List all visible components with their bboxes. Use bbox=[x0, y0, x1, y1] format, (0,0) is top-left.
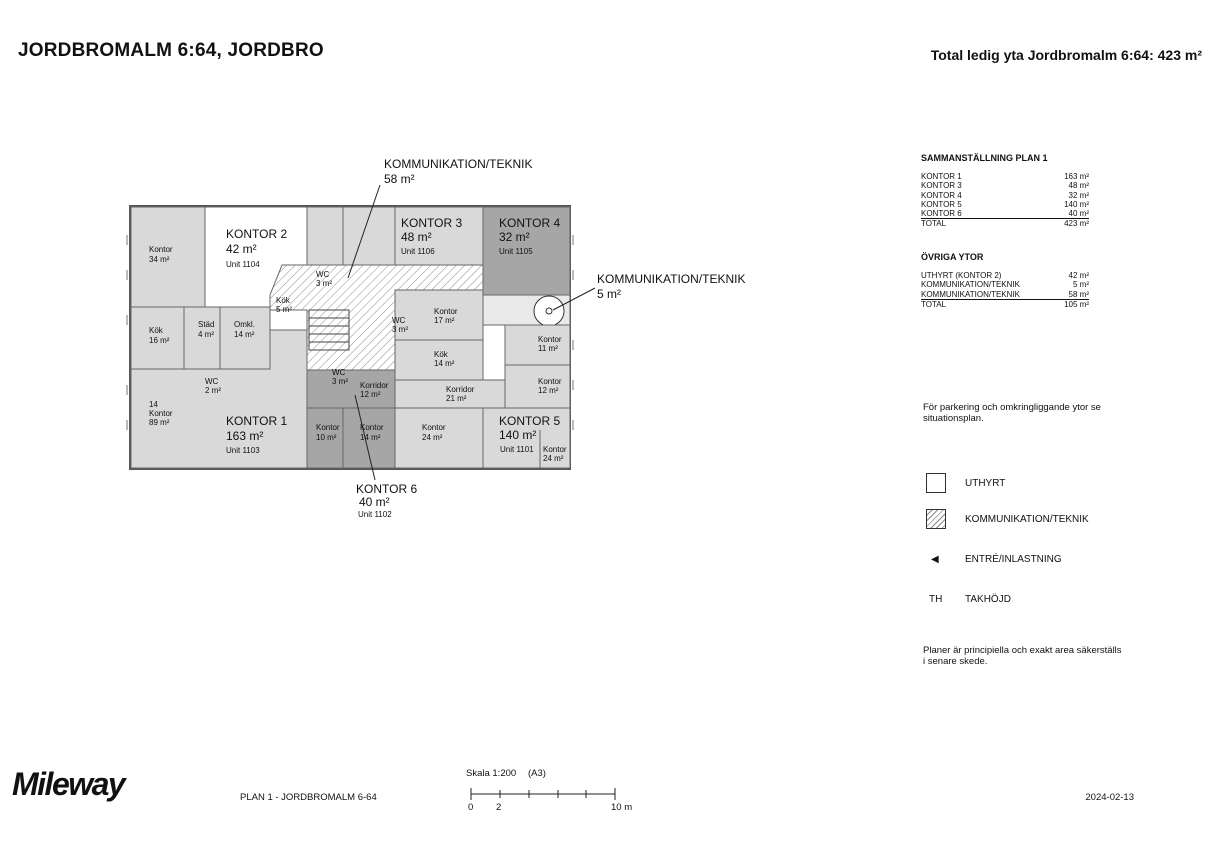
summary-row: KOMMUNIKATION/TEKNIK 58 m² bbox=[921, 289, 1089, 299]
legend-entre: ◀ ENTRÉ/INLASTNING bbox=[926, 554, 1062, 565]
total-available-area: Total ledig yta Jordbromalm 6:64: 423 m² bbox=[930, 47, 1202, 63]
kontor5-name: KONTOR 5 bbox=[499, 414, 561, 428]
kontor2-unit: Unit 1104 bbox=[226, 260, 260, 269]
room-label: 12 m² bbox=[360, 390, 381, 399]
kontor1-unit: Unit 1103 bbox=[226, 446, 260, 455]
summary-plan1-heading: SAMMANSTÄLLNING PLAN 1 bbox=[921, 153, 1048, 163]
legend-uthyrt: UTHYRT bbox=[926, 473, 1005, 493]
room-label: Korridor bbox=[360, 381, 389, 390]
room-label: 11 m² bbox=[538, 344, 558, 353]
room-label: 34 m² bbox=[149, 255, 170, 264]
callout-komm-top-name: KOMMUNIKATION/TEKNIK bbox=[384, 157, 533, 171]
room-label: Kök bbox=[276, 296, 290, 305]
room-label: 24 m² bbox=[543, 454, 564, 463]
kontor4-area-label: 32 m² bbox=[499, 230, 530, 244]
summary-total-row: TOTAL 105 m² bbox=[921, 299, 1089, 309]
room-label: 24 m² bbox=[422, 433, 443, 442]
room-label: Kök bbox=[149, 326, 163, 335]
room-label: Omkl. bbox=[234, 320, 255, 329]
room-label: WC bbox=[392, 316, 406, 325]
room-label: 3 m² bbox=[332, 377, 348, 386]
summary-plan1 bbox=[921, 154, 1089, 228]
kontor4-unit: Unit 1105 bbox=[499, 247, 533, 256]
room-label: 17 m² bbox=[434, 316, 455, 325]
entrance-arrow-icon: ◀ bbox=[931, 554, 939, 565]
room-label: 12 m² bbox=[538, 386, 559, 395]
room-label: Kontor bbox=[538, 377, 562, 386]
room-label: Korridor bbox=[446, 385, 475, 394]
summary-row: KONTOR 4 32 m² bbox=[921, 190, 1089, 200]
parking-note: För parkering och omkringliggande ytor se situationsplan. bbox=[923, 402, 1101, 424]
plan-date: 2024-02-13 bbox=[1085, 792, 1134, 803]
room-label: Kontor bbox=[316, 423, 340, 432]
mileway-logo: Mileway bbox=[12, 766, 125, 802]
room-label: Städ bbox=[198, 320, 215, 329]
kontor5-area-label: 140 m² bbox=[499, 428, 537, 442]
room-label: 14 m² bbox=[434, 359, 455, 368]
room-label: Kontor bbox=[434, 307, 458, 316]
scale-bar bbox=[471, 788, 615, 800]
plan-label: PLAN 1 - JORDBROMALM 6-64 bbox=[240, 792, 377, 803]
summary-other bbox=[921, 253, 1089, 309]
callout-kontor6-area: 40 m² bbox=[359, 495, 390, 509]
room-label: Kontor bbox=[422, 423, 446, 432]
kontor2-name: KONTOR 2 bbox=[226, 227, 288, 241]
room-label: 16 m² bbox=[149, 336, 170, 345]
kontor4-name: KONTOR 4 bbox=[499, 216, 561, 230]
summary-row: KONTOR 6 40 m² bbox=[921, 209, 1089, 219]
kontor3-unit: Unit 1106 bbox=[401, 247, 435, 256]
room-label: 10 m² bbox=[316, 433, 337, 442]
kontor1-name: KONTOR 1 bbox=[226, 414, 288, 428]
callout-komm-top-area: 58 m² bbox=[384, 172, 415, 186]
uthyrt-swatch bbox=[926, 473, 946, 493]
room-label: Kontor bbox=[543, 445, 567, 454]
kontor5-unit: Unit 1101 bbox=[500, 445, 534, 454]
summary-row: KONTOR 1 163 m² bbox=[921, 172, 1089, 182]
room-label: 3 m² bbox=[316, 279, 332, 288]
kommunikation-swatch bbox=[926, 509, 946, 529]
room-label: Kontor bbox=[149, 409, 173, 418]
callout-komm-right-area: 5 m² bbox=[597, 287, 621, 301]
room-label: 3 m² bbox=[392, 325, 408, 334]
room-label: 14 m² bbox=[234, 330, 255, 339]
room-label: 21 m² bbox=[446, 394, 467, 403]
kontor3-name: KONTOR 3 bbox=[401, 216, 463, 230]
room-label: WC bbox=[316, 270, 330, 279]
legend-takhojd: TH TAKHÖJD bbox=[929, 594, 1011, 605]
summary-row: UTHYRT (KONTOR 2) 42 m² bbox=[921, 271, 1089, 281]
room-label: 89 m² bbox=[149, 418, 170, 427]
room-label: Kontor bbox=[360, 423, 384, 432]
summary-row: KONTOR 3 48 m² bbox=[921, 181, 1089, 191]
scale-tick-2: 2 bbox=[496, 802, 502, 813]
callout-kontor6-unit: Unit 1102 bbox=[358, 510, 392, 519]
room-label: Kök bbox=[434, 350, 448, 359]
legend-kommunikation: KOMMUNIKATION/TEKNIK bbox=[926, 509, 1089, 529]
kontor3-area-label: 48 m² bbox=[401, 230, 432, 244]
th-symbol: TH bbox=[929, 594, 943, 605]
callout-komm-right-name: KOMMUNIKATION/TEKNIK bbox=[597, 272, 746, 286]
room-label: 14 bbox=[149, 400, 158, 409]
kontor2-area-label: 42 m² bbox=[226, 242, 257, 256]
summary-total-row: TOTAL 423 m² bbox=[921, 219, 1089, 229]
summary-row: KONTOR 5 140 m² bbox=[921, 199, 1089, 209]
kontor1-area-label: 163 m² bbox=[226, 429, 264, 443]
summary-row: KOMMUNIKATION/TEKNIK 5 m² bbox=[921, 280, 1089, 290]
room-label: 2 m² bbox=[205, 386, 221, 395]
page-title: JORDBROMALM 6:64, JORDBRO bbox=[18, 40, 324, 61]
paper-size: (A3) bbox=[528, 768, 546, 779]
scale-tick-0: 0 bbox=[468, 802, 474, 813]
spiral-stair bbox=[534, 296, 564, 326]
scale-tick-10: 10 m bbox=[611, 802, 633, 813]
room-label: Kontor bbox=[149, 245, 173, 254]
disclaimer-note: Planer är principiella och exakt area säkerställs i senare skede. bbox=[923, 645, 1122, 667]
room-label: Kontor bbox=[538, 335, 562, 344]
room-label: 14 m² bbox=[360, 433, 381, 442]
room-label: 4 m² bbox=[198, 330, 214, 339]
room-label: 5 m² bbox=[276, 305, 292, 314]
room-top-a bbox=[307, 207, 343, 265]
callout-kontor6-name: KONTOR 6 bbox=[356, 482, 418, 496]
summary-other-heading: ÖVRIGA YTOR bbox=[921, 252, 984, 262]
room-label: WC bbox=[332, 368, 346, 377]
scale-label: Skala 1:200 bbox=[466, 768, 517, 779]
room-label: WC bbox=[205, 377, 219, 386]
